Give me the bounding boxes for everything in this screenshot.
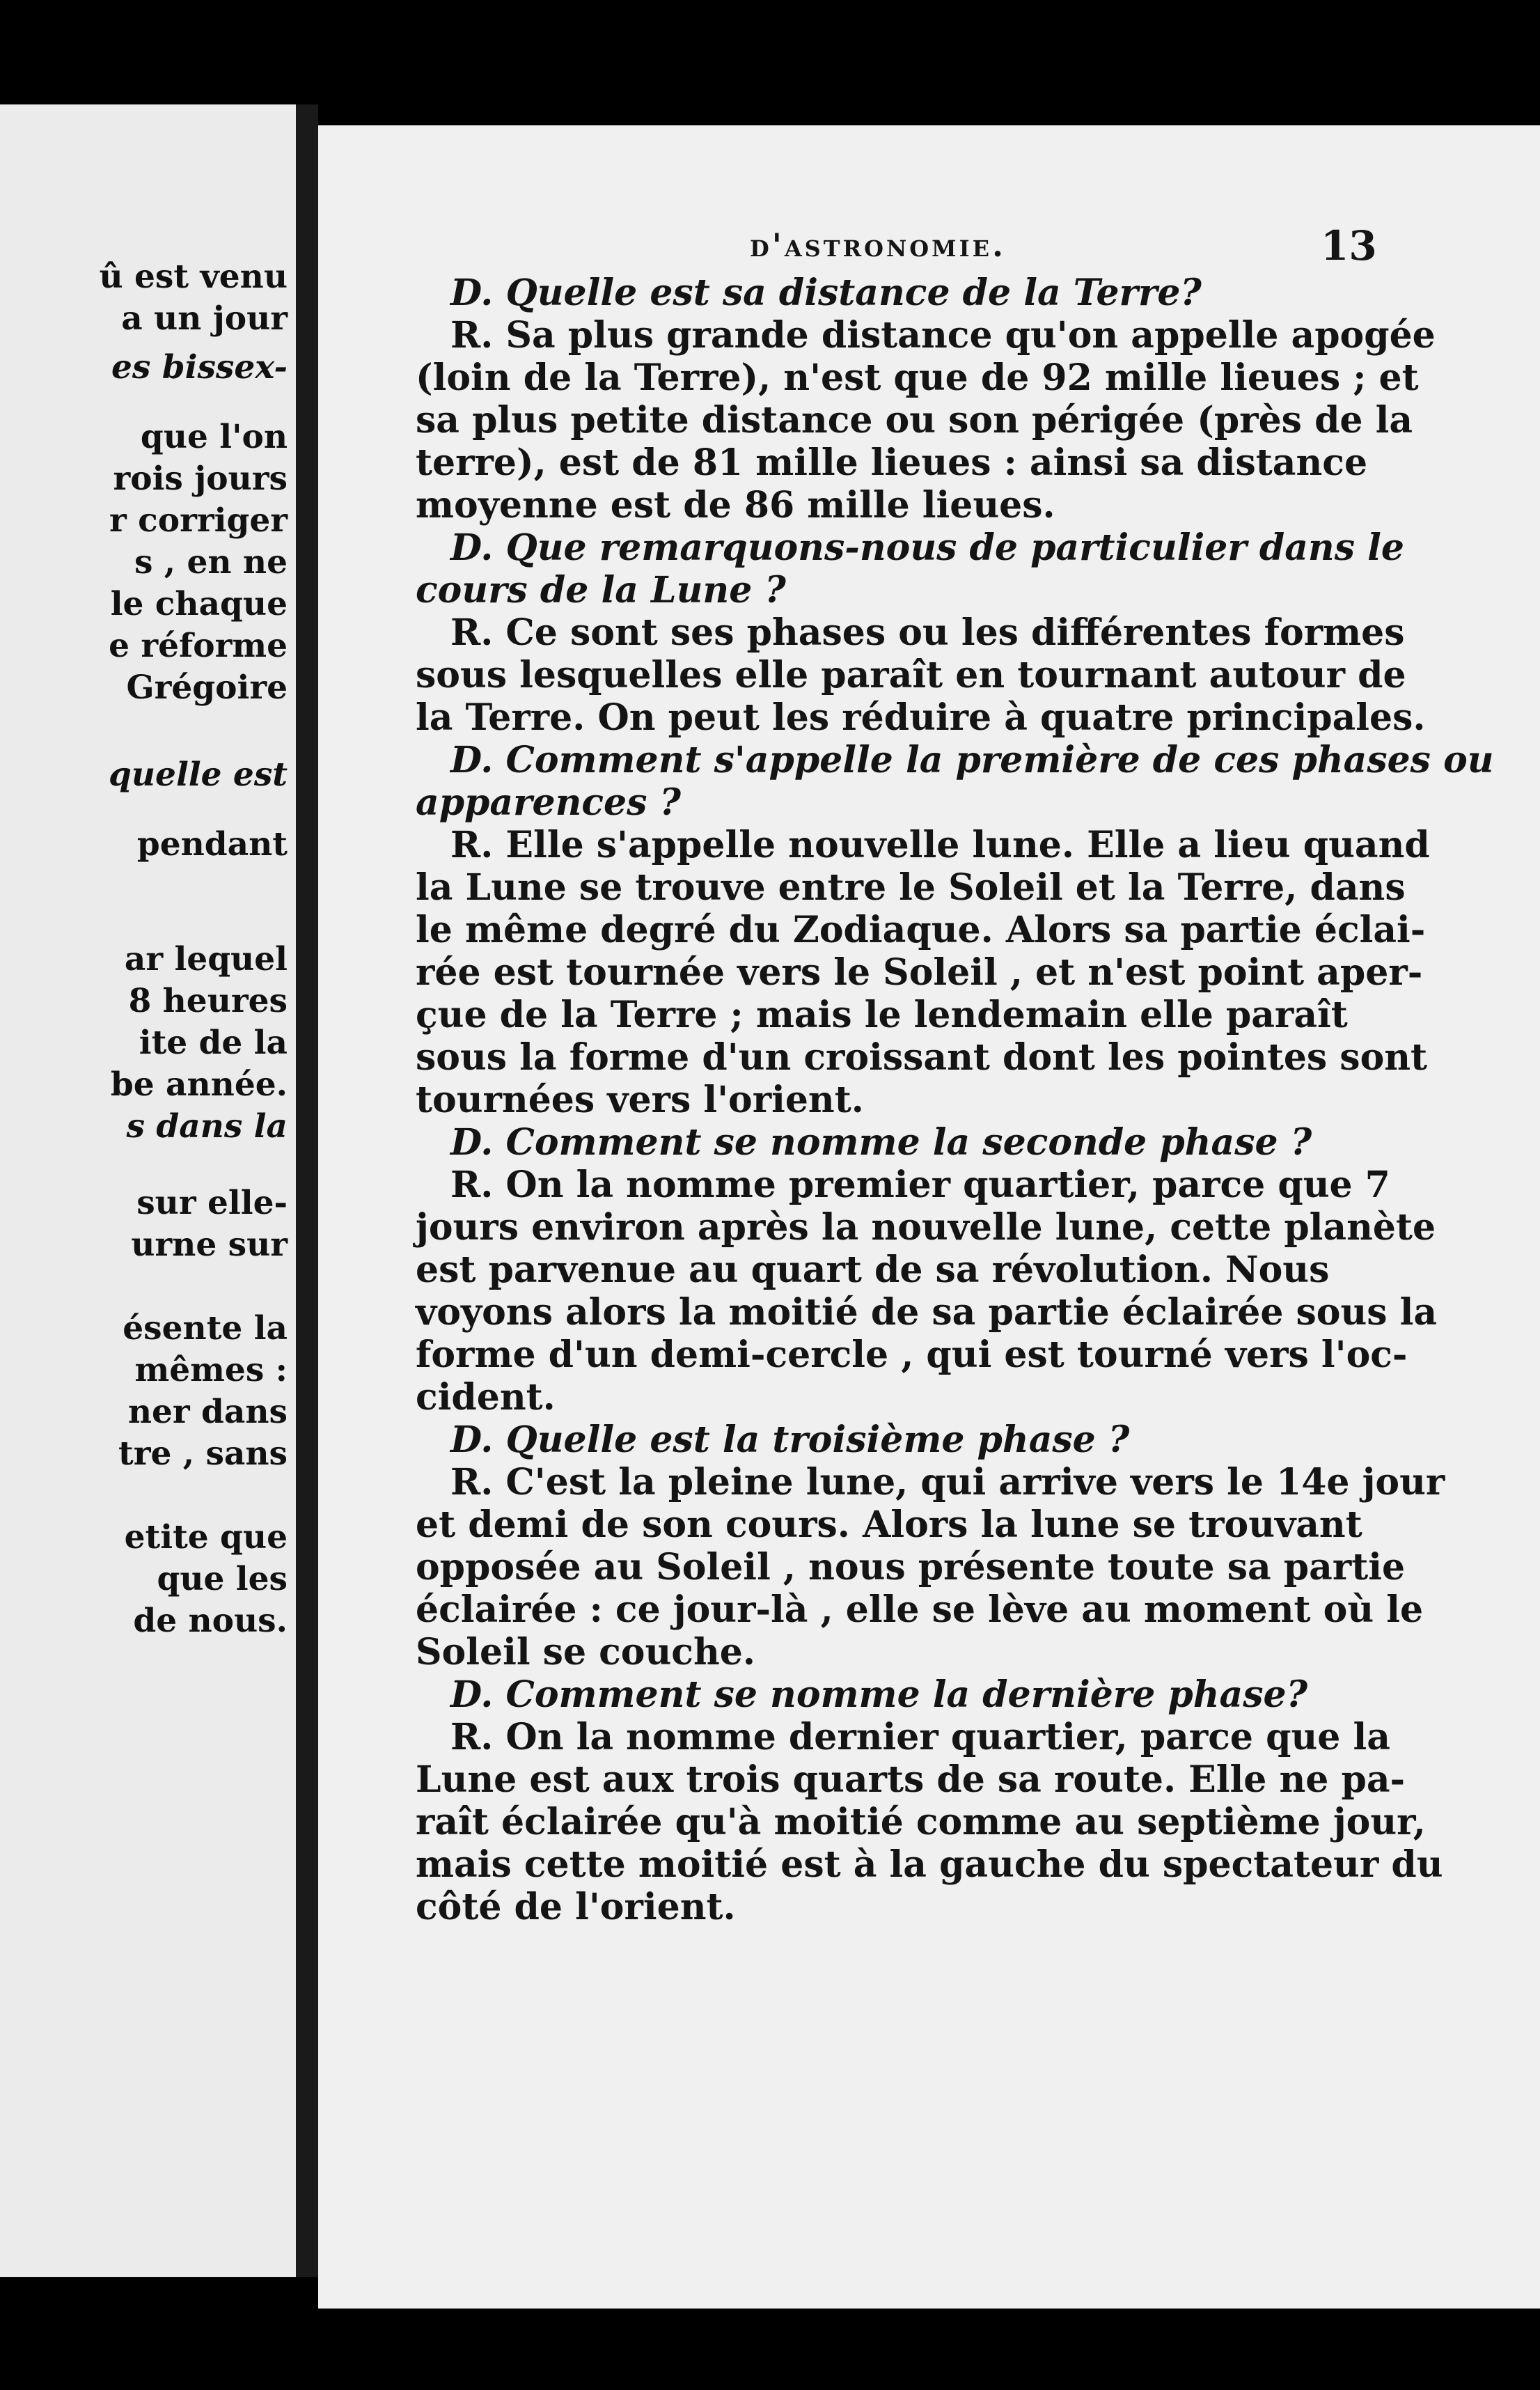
left-page	[0, 104, 296, 2277]
left-page-line: rois jours	[113, 460, 288, 498]
text-line: R. On la nomme dernier quartier, parce que la	[450, 1716, 1390, 1758]
text-line: D. Quelle est sa distance de la Terre?	[450, 272, 1202, 314]
text-line: Lune est aux trois quarts de sa route. Elle ne pa-	[416, 1758, 1406, 1801]
text-line: Soleil se couche.	[416, 1631, 755, 1673]
text-line: la Lune se trouve entre le Soleil et la Terre, dans	[416, 866, 1406, 909]
left-page-line: ésente la	[123, 1309, 288, 1348]
text-line: R. On la nomme premier quartier, parce que 7	[450, 1164, 1390, 1206]
right-page	[318, 125, 1540, 2309]
text-line: jours environ après la nouvelle lune, cette planète	[416, 1206, 1436, 1249]
left-page-line: ner dans	[127, 1393, 288, 1431]
left-page-line: 8 heures	[128, 982, 288, 1020]
text-line: forme d'un demi-cercle , qui est tourné vers l'oc-	[416, 1334, 1408, 1376]
left-page-line: que l'on	[140, 418, 288, 456]
text-line: et demi de son cours. Alors la lune se trouvant	[416, 1503, 1362, 1546]
running-head-title: d'astronomie.	[750, 226, 1006, 264]
text-line: cident.	[416, 1376, 556, 1419]
left-page-line: s , en ne	[134, 543, 288, 581]
left-page-line: r corriger	[109, 501, 288, 540]
left-page-line: tre , sans	[118, 1435, 288, 1473]
text-line: côté de l'orient.	[416, 1886, 736, 1928]
text-line: moyenne est de 86 mille lieues.	[416, 484, 1055, 526]
text-line: terre), est de 81 mille lieues : ainsi sa distance	[416, 442, 1368, 484]
text-line: raît éclairée qu'à moitié comme au septième jour,	[416, 1801, 1426, 1843]
left-page-line: pendant	[136, 825, 288, 864]
left-page-line: e réforme	[109, 627, 288, 665]
text-line: D. Comment se nomme la dernière phase?	[450, 1673, 1308, 1716]
text-line: sous la forme d'un croissant dont les pointes sont	[416, 1036, 1428, 1079]
text-line: çue de la Terre ; mais le lendemain elle paraît	[416, 994, 1348, 1036]
text-line: R. Elle s'appelle nouvelle lune. Elle a lieu quand	[450, 824, 1430, 866]
left-page-line: Grégoire	[126, 669, 288, 707]
text-line: sous lesquelles elle paraît en tournant autour de	[416, 654, 1406, 696]
left-page-line: que les	[157, 1560, 288, 1598]
left-page-line: a un jour	[121, 299, 288, 338]
text-line: la Terre. On peut les réduire à quatre principales.	[416, 696, 1426, 739]
text-line: (loin de la Terre), n'est que de 92 mille lieues ; et	[416, 357, 1419, 399]
left-page-line: etite que	[124, 1518, 288, 1556]
left-page-line: quelle est	[109, 756, 288, 794]
text-line: D. Comment se nomme la seconde phase ?	[450, 1121, 1312, 1164]
left-page-line: es bissex-	[111, 348, 288, 386]
text-line: R. Ce sont ses phases ou les différentes formes	[450, 611, 1405, 654]
left-page-line: le chaque	[110, 585, 288, 623]
text-line: le même degré du Zodiaque. Alors sa partie éclai-	[416, 909, 1426, 951]
text-line: rée est tournée vers le Soleil , et n'est point aper-	[416, 951, 1423, 994]
left-page-line: ar lequel	[124, 940, 288, 978]
text-line: mais cette moitié est à la gauche du spectateur du	[416, 1843, 1443, 1886]
left-page-line: sur elle-	[136, 1184, 288, 1222]
left-page-line: mêmes :	[134, 1351, 288, 1389]
left-page-line: de nous.	[133, 1602, 288, 1640]
text-line: est parvenue au quart de sa révolution. Nous	[416, 1249, 1330, 1291]
text-line: sa plus petite distance ou son périgée (près de la	[416, 399, 1413, 442]
text-line: D. Quelle est la troisième phase ?	[450, 1419, 1130, 1461]
text-line: voyons alors la moitié de sa partie éclairée sous la	[416, 1291, 1438, 1334]
text-line: D. Que remarquons-nous de particulier dans le	[450, 526, 1404, 569]
left-page-line: s dans la	[126, 1107, 288, 1146]
text-line: cours de la Lune ?	[416, 569, 786, 611]
text-line: D. Comment s'appelle la première de ces phases ou	[450, 739, 1494, 781]
text-line: éclairée : ce jour-là , elle se lève au moment où le	[416, 1588, 1424, 1631]
text-line: opposée au Soleil , nous présente toute sa partie	[416, 1546, 1406, 1588]
text-line: tournées vers l'orient.	[416, 1079, 864, 1121]
left-page-line: be année.	[110, 1065, 288, 1104]
left-page-line: urne sur	[131, 1226, 288, 1264]
text-line: R. C'est la pleine lune, qui arrive vers le 14e jour	[450, 1461, 1445, 1503]
main-text	[416, 272, 1494, 1928]
left-page-line: ite de la	[139, 1024, 288, 1062]
page-number: 13	[1321, 222, 1377, 270]
book-gutter	[296, 104, 318, 2277]
left-page-line: û est venu	[99, 258, 288, 296]
text-line: apparences ?	[416, 781, 681, 824]
text-line: R. Sa plus grande distance qu'on appelle apogée	[450, 314, 1436, 357]
